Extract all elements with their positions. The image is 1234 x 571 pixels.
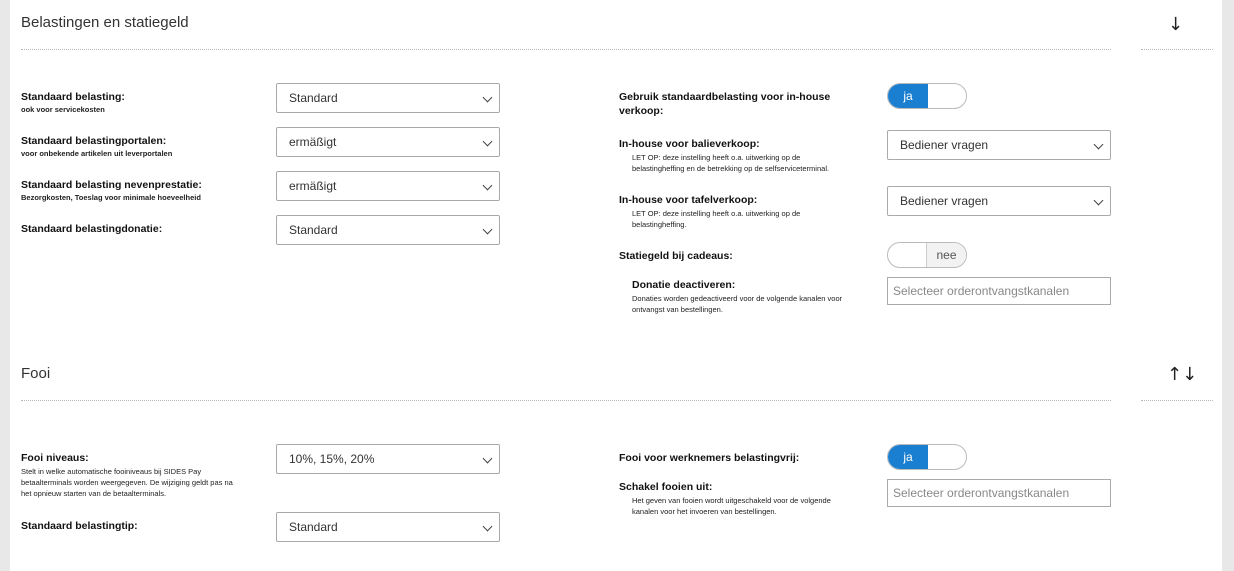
tip-levels-sub-line3: het opnieuw starten van de betaalterminals.: [21, 489, 167, 498]
chevron-down-icon: [483, 454, 493, 464]
inhouse-counter-sub-line2: belastingheffing en de betrekking op de selfserviceterminal.: [632, 164, 830, 173]
toggle-on-label: ja: [888, 445, 928, 469]
inhouse-table-sub-line1: LET OP: deze instelling heeft o.a. uitwerking op de: [632, 209, 801, 218]
divider: [21, 49, 1111, 50]
toggle-off-label: nee: [926, 243, 966, 267]
tip-tax-select[interactable]: [276, 512, 500, 542]
tip-levels-value: 10%, 15%, 20%: [289, 452, 375, 466]
portal-tax-label: Standaard belastingportalen:: [21, 135, 167, 147]
divider: [1141, 400, 1213, 401]
deposit-gifts-toggle[interactable]: [887, 242, 967, 268]
settings-panel: [10, 0, 1222, 571]
donation-deactivate-sub-line1: Donaties worden gedeactiveerd voor de volgende kanalen voor: [632, 294, 843, 303]
inhouse-counter-select[interactable]: [887, 130, 1111, 160]
tip-levels-sub: [21, 466, 233, 499]
standard-tax-value: Standard: [289, 91, 338, 105]
tip-levels-sub-line2: betaalterminals worden weergegeven. De wijziging geldt pas na: [21, 478, 233, 487]
inhouse-default-toggle[interactable]: [887, 83, 967, 109]
inhouse-table-select[interactable]: [887, 186, 1111, 216]
inhouse-counter-sub: [632, 152, 829, 174]
toggle-on-label: ja: [888, 84, 928, 108]
inhouse-table-label: In-house voor tafelverkoop:: [619, 194, 758, 206]
inhouse-default-label-line1: Gebruik standaardbelasting voor in-house: [619, 91, 831, 103]
chevron-down-icon: [483, 522, 493, 532]
inhouse-counter-value: Bediener vragen: [900, 138, 989, 152]
inhouse-table-sub-line2: belastingheffing.: [632, 220, 687, 229]
chevron-down-icon: [483, 181, 493, 191]
inhouse-counter-sub-line1: LET OP: deze instelling heeft o.a. uitwerking op de: [632, 153, 801, 162]
donation-deactivate-label: Donatie deactiveren:: [632, 279, 736, 291]
sort-up-down-icon[interactable]: ↑↓: [1167, 364, 1198, 385]
disable-tips-sub-line1: Het geven van fooien wordt uitgeschakeld voor de volgende: [632, 496, 831, 505]
portal-tax-sub: voor onbekende artikelen uit leverportalen: [21, 149, 173, 158]
standard-tax-select[interactable]: [276, 83, 500, 113]
tip-tax-value: Standard: [289, 520, 338, 534]
chevron-down-icon: [483, 137, 493, 147]
tip-section-title: Fooi: [21, 365, 51, 382]
tip-levels-sub-line1: Stelt in welke automatische fooiniveaus bij SIDES Pay: [21, 467, 202, 476]
donation-tax-value: Standard: [289, 223, 338, 237]
chevron-down-icon: [483, 93, 493, 103]
portal-tax-value: ermäßigt: [289, 135, 337, 149]
inhouse-table-sub: [632, 208, 800, 230]
tax-free-toggle[interactable]: [887, 444, 967, 470]
side-service-tax-value: ermäßigt: [289, 179, 337, 193]
tax-section-title: Belastingen en statiegeld: [21, 14, 189, 31]
tip-levels-select[interactable]: [276, 444, 500, 474]
standard-tax-sub: ook voor servicekosten: [21, 105, 105, 114]
divider: [1141, 49, 1213, 50]
donation-deactivate-sub: [632, 293, 842, 315]
inhouse-default-label-line2: verkoop:: [619, 105, 664, 117]
portal-tax-select[interactable]: [276, 127, 500, 157]
side-service-tax-sub: Bezorgkosten, Toeslag voor minimale hoeveelheid: [21, 193, 201, 202]
standard-tax-label: Standaard belasting:: [21, 91, 125, 103]
side-service-tax-label: Standaard belasting nevenprestatie:: [21, 179, 202, 191]
inhouse-counter-label: In-house voor balieverkoop:: [619, 138, 760, 150]
side-service-tax-select[interactable]: [276, 171, 500, 201]
tip-tax-label: Standaard belastingtip:: [21, 520, 138, 532]
chevron-down-icon: [1094, 140, 1104, 150]
donation-channels-input[interactable]: Selecteer orderontvangstkanalen: [887, 277, 1111, 305]
chevron-down-icon: [483, 225, 493, 235]
donation-tax-label: Standaard belastingdonatie:: [21, 223, 163, 235]
disable-tips-sub: [632, 495, 831, 517]
tip-channels-input[interactable]: Selecteer orderontvangstkanalen: [887, 479, 1111, 507]
tax-free-label: Fooi voor werknemers belastingvrij:: [619, 452, 800, 464]
chevron-down-icon: [1094, 196, 1104, 206]
disable-tips-label: Schakel fooien uit:: [619, 481, 713, 493]
tip-levels-label: Fooi niveaus:: [21, 452, 89, 464]
disable-tips-sub-line2: kanalen voor het invoeren van bestellingen.: [632, 507, 777, 516]
donation-deactivate-sub-line2: ontvangst van bestellingen.: [632, 305, 723, 314]
donation-tax-select[interactable]: [276, 215, 500, 245]
sort-down-icon[interactable]: ↓: [1168, 14, 1184, 35]
divider: [21, 400, 1111, 401]
deposit-gifts-label: Statiegeld bij cadeaus:: [619, 250, 733, 262]
inhouse-default-label: [619, 90, 830, 118]
inhouse-table-value: Bediener vragen: [900, 194, 989, 208]
